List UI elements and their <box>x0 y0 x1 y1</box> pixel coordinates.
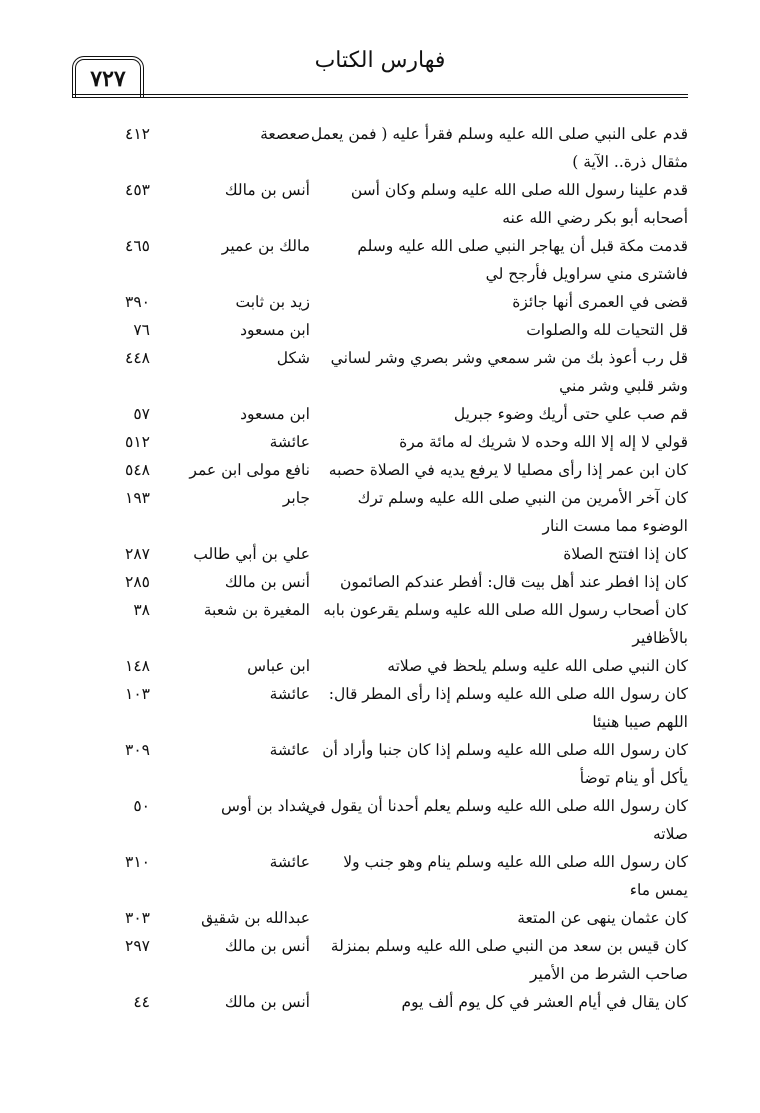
index-row <box>96 680 688 736</box>
page-reference: ٥١٢ <box>125 433 150 451</box>
page-reference: ٣٠٣ <box>125 909 150 927</box>
index-row <box>96 316 688 344</box>
index-row <box>96 988 688 1016</box>
narrator-name: عبدالله بن شقيق <box>201 909 310 927</box>
hadith-line: أصحابه أبو بكر رضي الله عنه <box>502 209 688 227</box>
hadith-text <box>328 400 688 428</box>
index-row <box>96 540 688 568</box>
hadith-text <box>328 652 688 680</box>
hadith-text <box>328 456 688 484</box>
index-row <box>96 736 688 792</box>
page-reference: ٣٠٩ <box>125 741 150 759</box>
hadith-text <box>328 176 688 232</box>
narrator-name: عائشة <box>269 741 310 759</box>
hadith-line: يأكل أو ينام توضأ <box>579 769 688 787</box>
hadith-line: قضى في العمرى أنها جائزة <box>512 293 688 311</box>
narrator-name: عائشة <box>269 433 310 451</box>
hadith-line: فاشترى مني سراويل فأرجح لي <box>485 265 688 283</box>
index-row <box>96 344 688 400</box>
page-reference: ٤٦٥ <box>125 237 150 255</box>
narrator-name: زيد بن ثابت <box>235 293 310 311</box>
index-row <box>96 932 688 988</box>
narrator-name: عائشة <box>269 685 310 703</box>
hadith-line: كان أصحاب رسول الله صلى الله عليه وسلم يقرعون بابه <box>323 601 688 619</box>
page-reference: ٥٤٨ <box>125 461 150 479</box>
hadith-line: قولي لا إله إلا الله وحده لا شريك له مائة مرة <box>399 433 688 451</box>
page-reference: ٣١٠ <box>125 853 150 871</box>
hadith-line: كان إذا افطر عند أهل بيت قال: أفطر عندكم الصائمون <box>339 573 688 591</box>
narrator-name: أنس بن مالك <box>224 573 310 591</box>
hadith-text <box>310 120 688 176</box>
index-row <box>96 400 688 428</box>
hadith-line: كان رسول الله صلى الله عليه وسلم يعلم أحدنا أن يقول في <box>305 797 688 815</box>
narrator-name: ابن عباس <box>247 657 310 675</box>
hadith-text <box>328 680 688 736</box>
hadith-line: كان رسول الله صلى الله عليه وسلم إذا رأى المطر قال: <box>328 685 688 703</box>
hadith-text <box>328 932 688 988</box>
hadith-line: كان عثمان ينهى عن المتعة <box>517 909 688 927</box>
page-reference: ٧٦ <box>133 321 150 339</box>
hadith-line: قل رب أعوذ بك من شر سمعي وشر بصري وشر لساني <box>330 349 688 367</box>
page-reference: ١٠٣ <box>125 685 150 703</box>
narrator-name: المغيرة بن شعبة <box>203 601 310 619</box>
hadith-line: يمس ماء <box>629 881 688 899</box>
hadith-line: وشر قلبي وشر مني <box>559 377 688 395</box>
hadith-text <box>328 904 688 932</box>
hadith-line: الوضوء مما مست النار <box>542 517 688 535</box>
page-reference: ٤١٢ <box>125 125 150 143</box>
hadith-line: كان النبي صلى الله عليه وسلم يلحظ في صلاته <box>387 657 688 675</box>
hadith-text <box>328 484 688 540</box>
index-table <box>96 120 688 1016</box>
hadith-line: قدم على النبي صلى الله عليه وسلم فقرأ عليه ( فمن يعمل <box>310 125 688 143</box>
hadith-line: قدم علينا رسول الله صلى الله عليه وسلم وكان أسن <box>350 181 688 199</box>
page-reference: ٣٨ <box>133 601 150 619</box>
hadith-text <box>322 736 688 792</box>
narrator-name: شكل <box>276 349 310 367</box>
hadith-line: مثقال ذرة.. الآية ) <box>572 153 688 171</box>
hadith-line: اللهم صيبا هنيئا <box>592 713 688 731</box>
hadith-text <box>328 428 688 456</box>
index-row <box>96 484 688 540</box>
hadith-line: كان إذا افتتح الصلاة <box>563 545 688 563</box>
narrator-name: أنس بن مالك <box>224 937 310 955</box>
narrator-name: علي بن أبي طالب <box>193 545 310 563</box>
page-reference: ١٩٣ <box>125 489 150 507</box>
index-row <box>96 232 688 288</box>
page-reference: ٢٩٧ <box>125 937 150 955</box>
page-number: ٧٢٧ <box>72 56 144 98</box>
narrator-name: شداد بن أوس <box>220 797 310 815</box>
narrator-name: مالك بن عمير <box>221 237 310 255</box>
narrator-name: صعصعة <box>260 125 310 143</box>
hadith-text <box>328 988 688 1016</box>
running-title: فهارس الكتاب <box>314 48 446 73</box>
narrator-name: أنس بن مالك <box>224 181 310 199</box>
page-reference: ٥٠ <box>133 797 150 815</box>
index-row <box>96 596 688 652</box>
hadith-line: كان يقال في أيام العشر في كل يوم ألف يوم <box>401 993 688 1011</box>
hadith-line: بالأظافير <box>632 629 688 647</box>
hadith-line: كان رسول الله صلى الله عليه وسلم ينام وهو جنب ولا <box>343 853 688 871</box>
hadith-text <box>328 344 688 400</box>
page-reference: ٥٧ <box>133 405 150 423</box>
page-reference: ٢٨٥ <box>125 573 150 591</box>
hadith-line: صاحب الشرط من الأمير <box>530 965 688 983</box>
hadith-line: قم صب علي حتى أريك وضوء جبريل <box>453 405 688 423</box>
hadith-text <box>328 316 688 344</box>
hadith-line: قل التحيات لله والصلوات <box>526 321 688 339</box>
header-rule <box>72 94 688 98</box>
hadith-text <box>328 848 688 904</box>
page-reference: ٣٩٠ <box>125 293 150 311</box>
index-row <box>96 904 688 932</box>
hadith-line: صلاته <box>652 825 688 843</box>
hadith-text <box>328 568 688 596</box>
index-row <box>96 652 688 680</box>
hadith-line: كان آخر الأمرين من النبي صلى الله عليه وسلم ترك <box>357 489 688 507</box>
index-row <box>96 456 688 484</box>
narrator-name: عائشة <box>269 853 310 871</box>
hadith-line: كان ابن عمر إذا رأى مصليا لا يرفع يديه في الصلاة حصبه <box>328 461 688 479</box>
narrator-name: ابن مسعود <box>240 405 310 423</box>
narrator-name: ابن مسعود <box>240 321 310 339</box>
index-row <box>96 848 688 904</box>
hadith-text <box>305 792 688 848</box>
index-row <box>96 792 688 848</box>
hadith-text <box>323 596 688 652</box>
page-reference: ٤٥٣ <box>125 181 150 199</box>
hadith-line: كان قيس بن سعد من النبي صلى الله عليه وسلم بمنزلة <box>330 937 688 955</box>
hadith-text <box>328 288 688 316</box>
page-reference: ٤٤ <box>133 993 150 1011</box>
narrator-name: جابر <box>282 489 310 507</box>
hadith-line: كان رسول الله صلى الله عليه وسلم إذا كان جنبا وأراد أن <box>322 741 688 759</box>
hadith-text <box>328 232 688 288</box>
index-row <box>96 176 688 232</box>
index-row <box>96 288 688 316</box>
index-row <box>96 120 688 176</box>
page-reference: ٢٨٧ <box>125 545 150 563</box>
hadith-line: قدمت مكة قبل أن يهاجر النبي صلى الله عليه وسلم <box>357 237 688 255</box>
index-row <box>96 568 688 596</box>
narrator-name: أنس بن مالك <box>224 993 310 1011</box>
index-row <box>96 428 688 456</box>
narrator-name: نافع مولى ابن عمر <box>189 461 310 479</box>
page-reference: ١٤٨ <box>125 657 150 675</box>
page-reference: ٤٤٨ <box>125 349 150 367</box>
hadith-text <box>328 540 688 568</box>
